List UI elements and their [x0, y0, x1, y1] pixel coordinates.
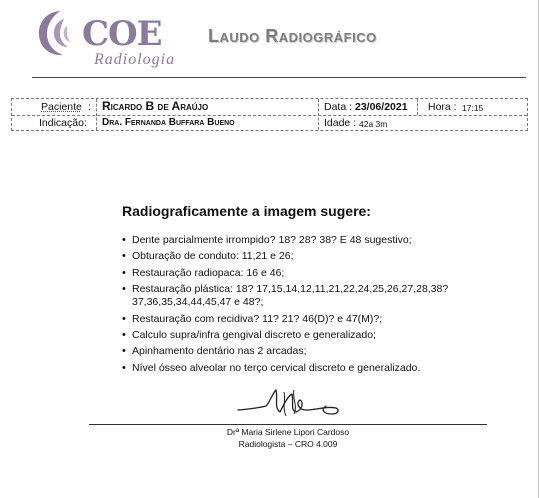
- date-value: 23/06/2021: [355, 101, 408, 113]
- signer-role: Radiologista – CRO 4.009: [238, 439, 338, 449]
- signer-block: [89, 426, 487, 450]
- time-label: Hora :: [428, 101, 457, 113]
- document-title: Laudo Radiográfico: [208, 26, 377, 46]
- list-item: • Nível ósseo alveolar no terço cervical discreto e generalizado.: [122, 362, 482, 376]
- patient-label: Paciente: [41, 101, 82, 113]
- signature-scribble-icon: [236, 384, 346, 422]
- signer-name: Drª Maria Sirlene Lipori Cardoso: [226, 427, 350, 437]
- list-item: • Restauração plástica: 18? 17,15,14,12,11,21,22,24,25,26,27,28,38? 37,36,35,34,44,45,47 e 48?;: [122, 283, 482, 310]
- table-col-divider: [96, 99, 97, 130]
- list-item: • Obturação de conduto: 11,21 e 26;: [122, 250, 482, 264]
- table-col-divider: [417, 99, 418, 115]
- patient-label-colon: :: [88, 101, 91, 113]
- clinic-logo: [36, 9, 186, 71]
- logo-name: COE: [82, 14, 162, 54]
- table-col-divider: [318, 99, 319, 130]
- list-item: • Apinhamento dentário nas 2 arcadas;: [122, 345, 482, 359]
- date-label: Data :: [324, 101, 353, 113]
- time-value: 17:15: [462, 103, 484, 113]
- list-item: • Restauração com recidiva? 11? 21? 46(D)? e 47(M)?;: [122, 313, 482, 327]
- findings-title: Radiograficamente a imagem sugere:: [122, 203, 371, 219]
- logo-swirl-icon: [36, 9, 80, 57]
- list-item: • Dente parcialmente irrompido? 18? 28? 38? E 48 sugestivo;: [122, 234, 482, 248]
- age-label: Idade :: [324, 117, 357, 129]
- header-divider: [32, 77, 526, 78]
- indication-label: Indicação:: [39, 117, 87, 129]
- patient-name: Ricardo B de Araújo: [102, 99, 209, 113]
- patient-info-table: [11, 98, 528, 131]
- list-item: • Restauração radiopaca: 16 e 46;: [122, 267, 482, 281]
- list-item: • Calculo supra/infra gengival discreto e generalizado;: [122, 329, 482, 343]
- signature-line: [89, 424, 487, 425]
- indication-value: Dra. Fernanda Buffara Bueno: [102, 117, 235, 128]
- findings-list: [122, 234, 482, 378]
- logo-subtitle: Radiologia: [94, 51, 176, 68]
- age-value: 42a 3m: [359, 119, 388, 129]
- table-row-divider: [12, 115, 527, 116]
